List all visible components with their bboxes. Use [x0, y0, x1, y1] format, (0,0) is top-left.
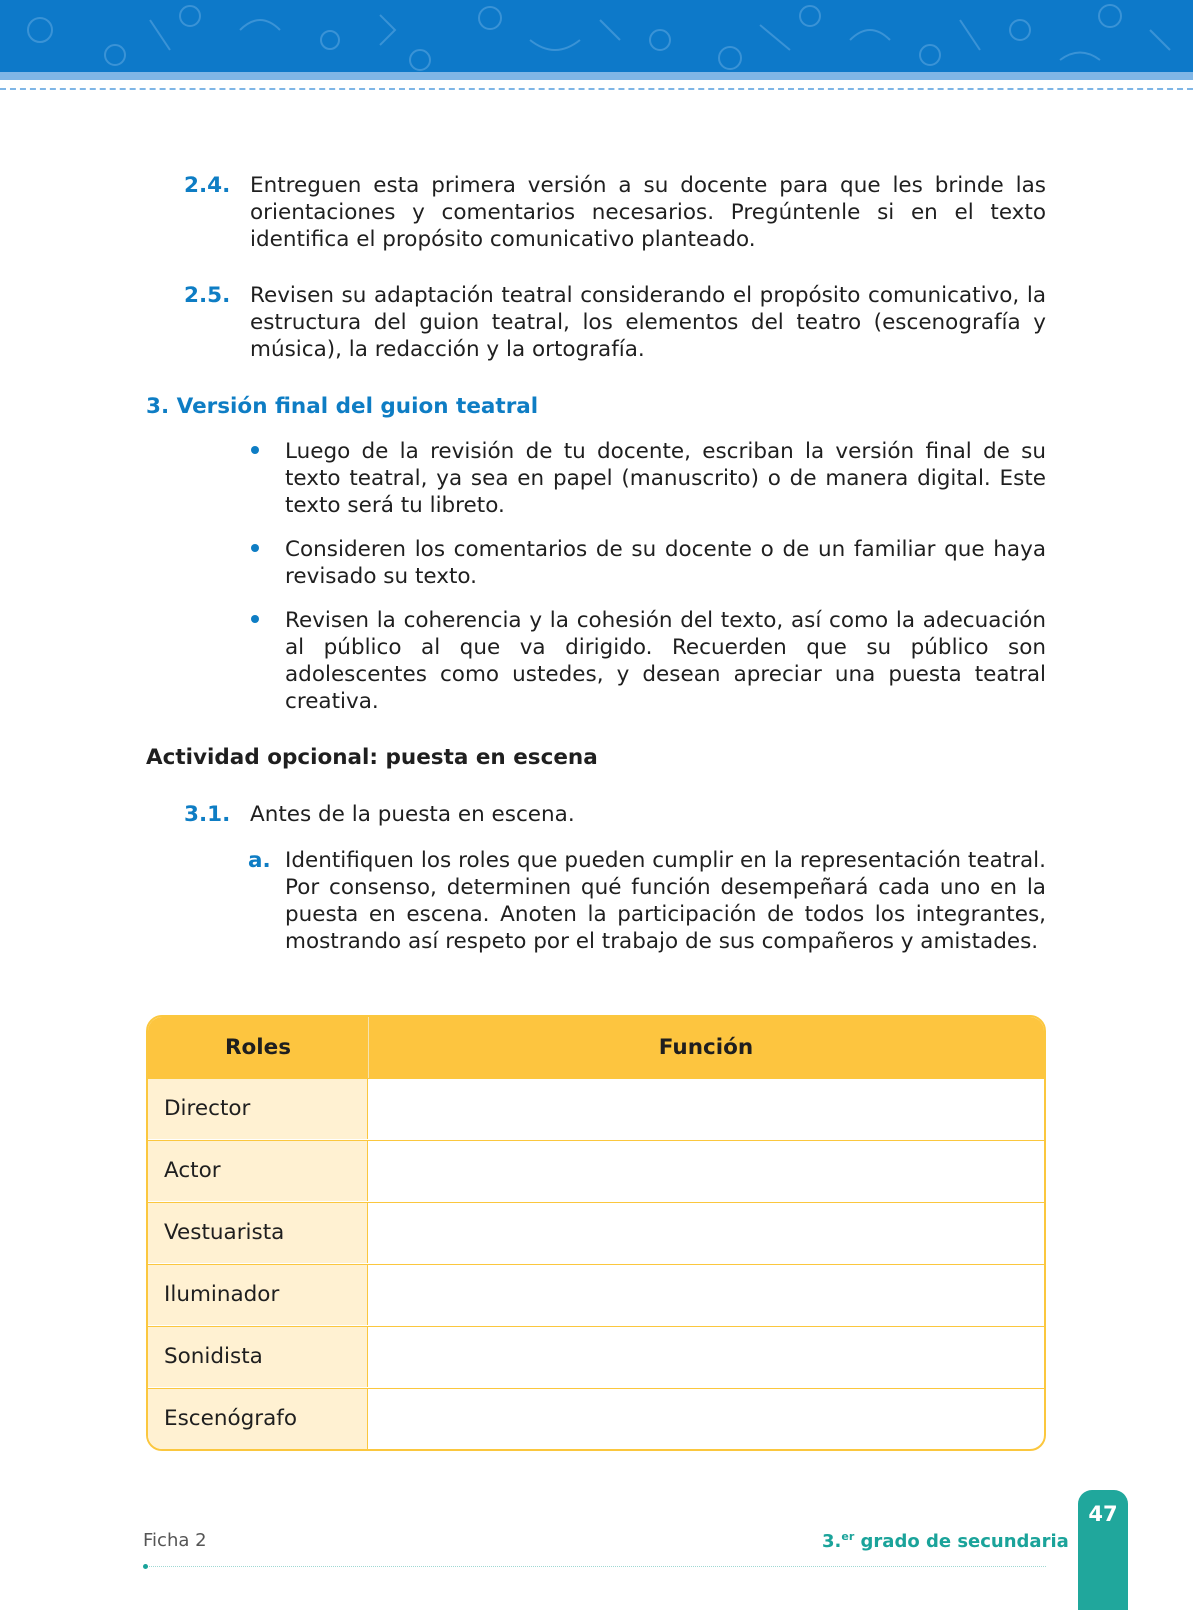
header-stripe: [0, 72, 1193, 80]
bullet-icon: [251, 615, 259, 623]
table-row: [148, 1140, 1044, 1201]
section-title: 3. Versión final del guion teatral: [146, 394, 539, 419]
table-row: [148, 1326, 1044, 1387]
table-row: [148, 1202, 1044, 1263]
item-text: Entreguen esta primera versión a su docente para que les brinde las orientaciones y comentarios necesarios. Pregúntenle si en el texto identifica el propósito comunicativo planteado.: [250, 173, 1046, 252]
footer-grade-num: 3.: [822, 1531, 842, 1552]
page-number: 47: [1088, 1502, 1118, 1526]
footer-grade-text: grado de secundaria: [854, 1531, 1069, 1552]
header-doodles-icon: [0, 0, 1193, 72]
role-cell: Escenógrafo: [148, 1389, 368, 1449]
roles-table: [146, 1015, 1046, 1451]
bullet-text: Revisen la coherencia y la cohesión del texto, así como la adecuación al público al que va dirigido. Recuerden que su público son adolescentes como ustedes, y desean apreciar una puesta teatral creativa.: [285, 608, 1046, 714]
footer-dot-icon: [143, 1564, 148, 1569]
function-cell[interactable]: [368, 1079, 1044, 1139]
subitem-text: Antes de la puesta en escena.: [250, 802, 575, 827]
bullet-icon: [251, 544, 259, 552]
role-cell: Vestuarista: [148, 1203, 368, 1263]
bullet-icon: [251, 446, 259, 454]
role-cell: Sonidista: [148, 1327, 368, 1387]
function-cell[interactable]: [368, 1327, 1044, 1387]
role-cell: Director: [148, 1079, 368, 1139]
function-cell[interactable]: [368, 1141, 1044, 1201]
header-dashed-line: [0, 88, 1193, 90]
subitem-number: 3.1.: [184, 802, 231, 827]
item-number: 2.4.: [184, 173, 231, 198]
item-number: 2.5.: [184, 283, 231, 308]
footer-grade-sup: er: [841, 1530, 855, 1543]
activity-title: Actividad opcional: puesta en escena: [146, 745, 598, 770]
table-header: [148, 1017, 1044, 1078]
role-cell: Actor: [148, 1141, 368, 1201]
header-roles: Roles: [224, 1035, 292, 1060]
function-cell[interactable]: [368, 1265, 1044, 1325]
bullet-text: Luego de la revisión de tu docente, escriban la versión final de su texto teatral, ya sea en papel (manuscrito) o de manera digital. Este texto será tu libreto.: [285, 439, 1046, 518]
function-cell[interactable]: [368, 1389, 1044, 1449]
item-text: Revisen su adaptación teatral considerando el propósito comunicativo, la estructura del guion teatral, los elementos del teatro (escenografía y música), la redacción y la ortografía.: [250, 283, 1046, 362]
role-cell: Iluminador: [148, 1265, 368, 1325]
header-band: [0, 0, 1193, 72]
footer-ficha: Ficha 2: [143, 1530, 207, 1551]
bullet-text: Consideren los comentarios de su docente o de un familiar que haya revisado su texto.: [285, 537, 1046, 589]
table-row: [148, 1388, 1044, 1449]
footer-line: [146, 1566, 1046, 1567]
header-funcion: Función: [658, 1035, 754, 1060]
table-row: [148, 1078, 1044, 1139]
table-row: [148, 1264, 1044, 1325]
footer-grade: [822, 1530, 1069, 1552]
page-tab: [1078, 1490, 1128, 1610]
activity-item-text: Identifiquen los roles que pueden cumplir en la representación teatral. Por consenso, determinen qué función desempeñará cada uno en la puesta en escena. Anoten la participación de todos los integrantes, mostrando así respeto por el trabajo de sus compañeros y amistades.: [285, 848, 1046, 954]
function-cell[interactable]: [368, 1203, 1044, 1263]
item-letter: a.: [248, 848, 271, 873]
